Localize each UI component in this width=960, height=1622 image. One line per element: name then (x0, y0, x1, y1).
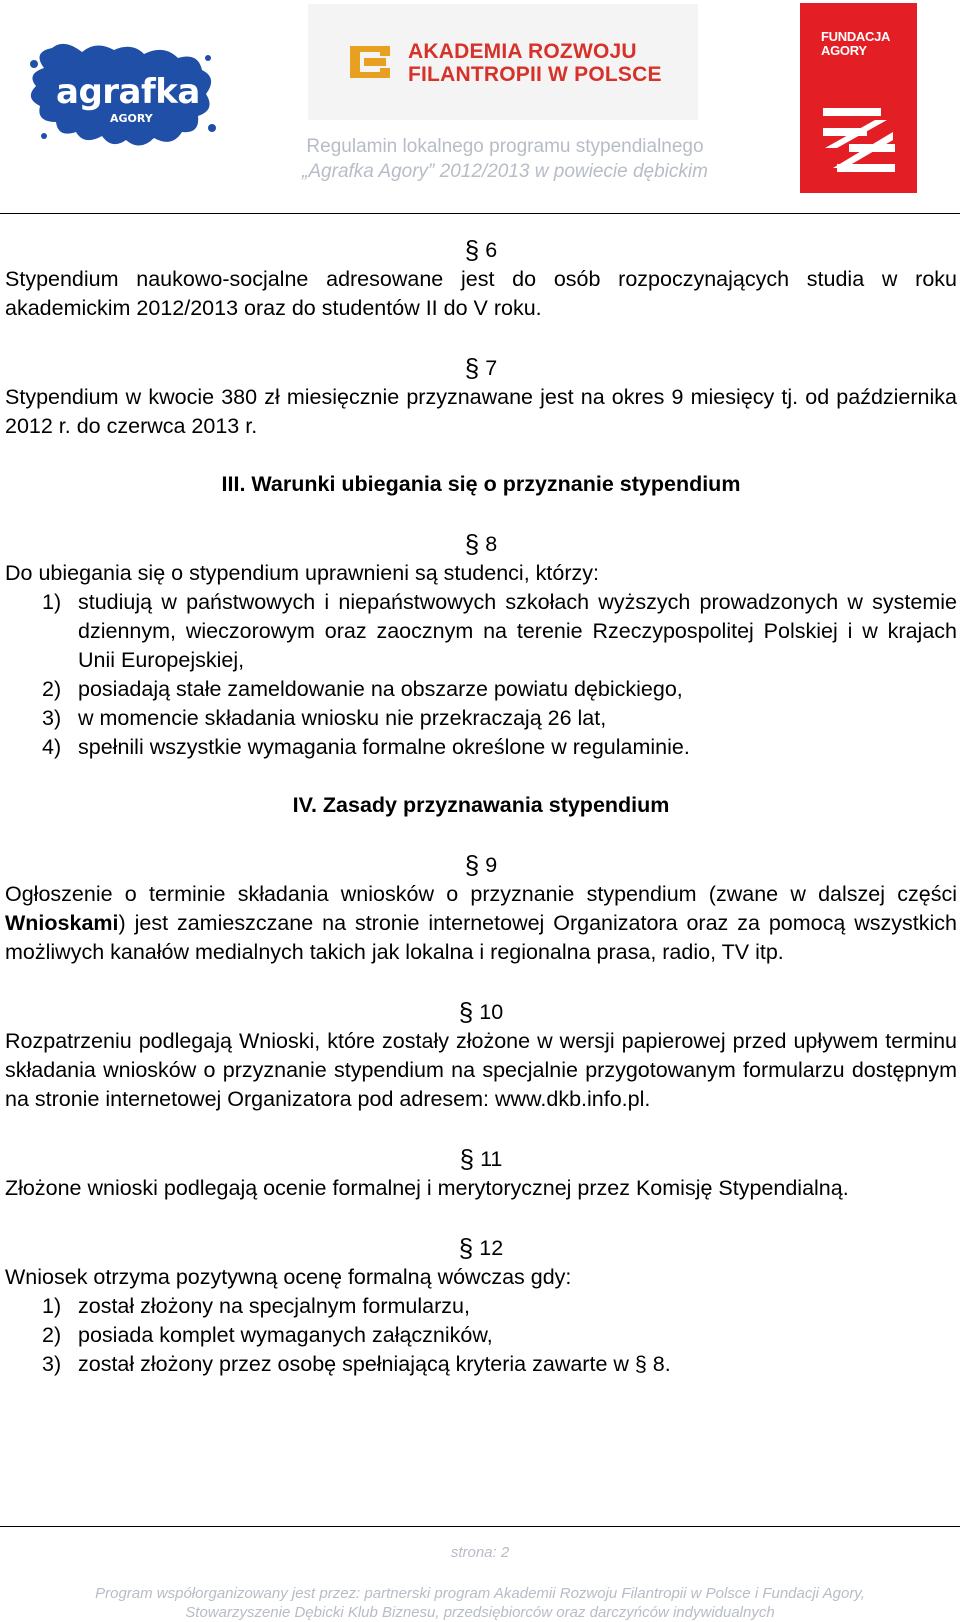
fundacja-mark-icon (823, 108, 895, 172)
paragraph-11-text: Złożone wnioski podlegają ocenie formalnej i merytorycznej przez Komisję Stypendialną. (5, 1176, 849, 1200)
page-number: strona: 2 (450, 1544, 510, 1561)
list-item: 4) spełnili wszystkie wymagania formalne określone w regulaminie. (42, 735, 690, 759)
akademia-mark-icon (346, 42, 394, 82)
list-item: 3) został złożony przez osobę spełniającą kryteria zawarte w § 8. (42, 1352, 671, 1376)
header-subtitle (270, 134, 740, 184)
paragraph-7-number (5, 352, 957, 383)
paragraph-6-number (5, 234, 957, 265)
section-symbol: § (458, 1233, 474, 1263)
list-item: 1) został złożony na specjalnym formularzu, (42, 1294, 470, 1318)
footer-line1: Program współorganizowany jest przez: partnerski program Akademii Rozwoju Filantropii w Polsce i Fundacji Agory, (95, 1585, 865, 1602)
akademia-logo-line2: FILANTROPII W POLSCE (408, 63, 662, 86)
header-subtitle-line2: „Agrafka Agory” 2012/2013 w powiecie dębickim (302, 161, 708, 182)
paragraph-10-text: Rozpatrzeniu podlegają Wnioski, które zostały złożone w wersji papierowej przed upływem terminu składania wniosków o przyznanie stypendium na specjalnie przygotowanym formularzu dostępnym na stronie internetowej Organizatora pod adresem: www.dkb.info.pl. (5, 1029, 957, 1111)
paragraph-8-intro: Do ubiegania się o stypendium uprawnieni są studenci, którzy: (5, 561, 599, 585)
paragraph-9-text: Ogłoszenie o terminie składania wniosków o przyznanie stypendium (zwane w dalszej części Wnioskami) jest zamieszczane na stronie internetowej Organizatora oraz za pomocą wszystkich możliwych kanałów medialnych takich jak lokalna i regionalna prasa, radio, TV itp. (5, 882, 957, 964)
paragraph-6-text: Stypendium naukowo-socjalne adresowane jest do osób rozpoczynających studia w roku akademickim 2012/2013 oraz do studentów II do V roku. (5, 267, 957, 320)
header-subtitle-line1: Regulamin lokalnego programu stypendialnego (306, 136, 704, 157)
paragraph-number: 9 (485, 853, 498, 877)
paragraph-number: 12 (479, 1236, 504, 1260)
section-3-heading: III. Warunki ubiegania się o przyznanie stypendium (221, 472, 741, 496)
paragraph-7-text: Stypendium w kwocie 380 zł miesięcznie przyznawane jest na okres 9 miesięcy tj. od października 2012 r. do czerwca 2013 r. (5, 385, 957, 438)
akademia-logo-line1: AKADEMIA ROZWOJU (408, 40, 637, 63)
list-item: 2) posiadają stałe zameldowanie na obszarze powiatu dębickiego, (42, 677, 683, 701)
list-item: 1) studiują w państwowych i niepaństwowych szkołach wyższych prowadzonych w systemie dziennym, wieczorowym oraz zaocznym na terenie Rzeczypospolitej Polskiej i w krajach Unii Europejskiej, (42, 590, 957, 672)
akademia-logo (308, 4, 698, 120)
paragraph-12-list (5, 1292, 957, 1379)
section-symbol: § (464, 235, 480, 265)
footer-note (0, 1584, 960, 1622)
paragraph-8-number (5, 528, 957, 559)
footer-line2: Stowarzyszenie Dębicki Klub Biznesu, przedsiębiorców oraz darczyńców indywidualnych (185, 1604, 775, 1621)
agrafka-logo (22, 38, 218, 154)
document-body (5, 234, 957, 1379)
section-symbol: § (459, 1144, 475, 1174)
section-symbol: § (458, 997, 474, 1027)
footer-divider (0, 1526, 960, 1527)
fundacja-agory-logo (800, 3, 917, 193)
list-item: 2) posiada komplet wymaganych załączników, (42, 1323, 493, 1347)
header-divider (0, 213, 960, 214)
bold-term: Wnioskami (5, 911, 119, 935)
paragraph-10-number (5, 996, 957, 1027)
section-symbol: § (464, 353, 480, 383)
paragraph-8-list (5, 588, 957, 762)
paragraph-number: 10 (479, 1000, 504, 1024)
paragraph-11-number (5, 1143, 957, 1174)
paragraph-12-number (5, 1232, 957, 1263)
paragraph-12-intro: Wniosek otrzyma pozytywną ocenę formalną wówczas gdy: (5, 1265, 572, 1289)
section-symbol: § (464, 529, 480, 559)
fundacja-logo-line1: FUNDACJA (821, 29, 891, 44)
paragraph-number: 8 (485, 532, 498, 556)
section-4-heading: IV. Zasady przyznawania stypendium (292, 793, 670, 817)
fundacja-logo-line2: AGORY (821, 43, 867, 58)
list-item: 3) w momencie składania wniosku nie przekraczają 26 lat, (42, 706, 607, 730)
paragraph-number: 7 (485, 356, 498, 380)
paragraph-number: 11 (480, 1147, 503, 1171)
agrafka-logo-sub: AGORY (110, 112, 153, 125)
agrafka-logo-name: agrafka (56, 72, 200, 112)
paragraph-number: 6 (485, 238, 498, 262)
section-symbol: § (464, 850, 480, 880)
page-header (0, 0, 960, 214)
paragraph-9-number (5, 849, 957, 880)
